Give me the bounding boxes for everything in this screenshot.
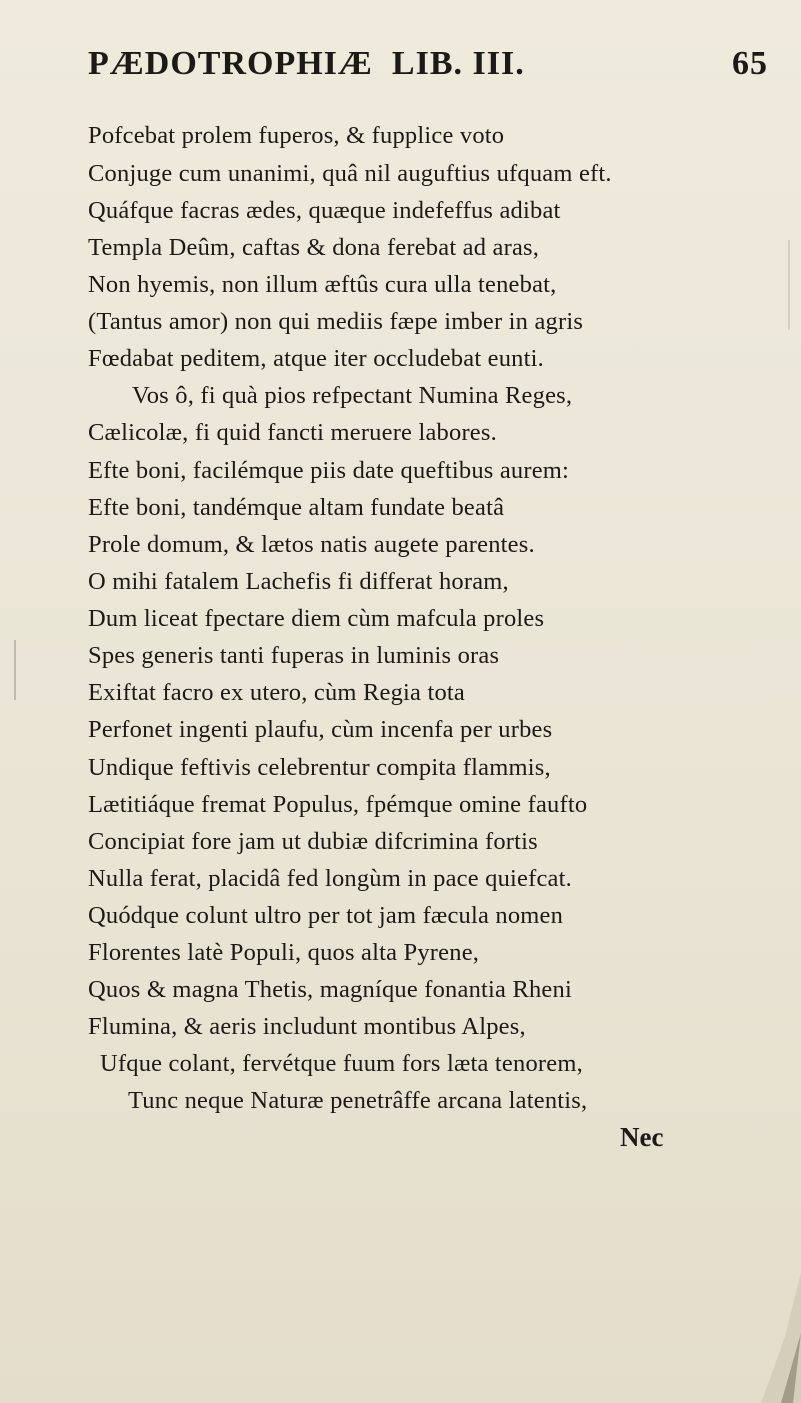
verse-line: Pofcebat prolem fuperos, & fupplice voto — [88, 122, 505, 149]
verse-line: Spes generis tanti fuperas in luminis oras — [88, 642, 500, 669]
page-corner-stain — [741, 1273, 801, 1403]
catchword: Nec — [620, 1122, 664, 1152]
margin-ink-mark — [14, 640, 16, 700]
verse-line: Dum liceat fpectare diem cùm mafcula proles — [88, 605, 545, 632]
verse-line: (Tantus amor) non qui mediis fæpe imber in agris — [88, 308, 584, 335]
verse-line: Nulla ferat, placidâ fed longùm in pace quiefcat. — [88, 865, 572, 892]
verse-line: Efte boni, facilémque piis date queftibus aurem: — [88, 457, 570, 484]
verse-line: Non hyemis, non illum æftûs cura ulla tenebat, — [88, 271, 557, 298]
verse-line: Florentes latè Populi, quos alta Pyrene, — [88, 939, 480, 966]
verse-line: Concipiat fore jam ut dubiæ difcrimina fortis — [88, 828, 538, 855]
verse-line: O mihi fatalem Lachefis fi differat horam, — [88, 568, 509, 595]
verse-line: Fœdabat peditem, atque iter occludebat eunti. — [88, 345, 544, 372]
margin-ink-mark — [788, 240, 790, 330]
verse-line: Tunc neque Naturæ penetrâffe arcana latentis, — [128, 1087, 588, 1114]
book-number: LIB. III. — [391, 45, 525, 82]
page-number: 65 — [732, 45, 768, 82]
verse-line: Lætitiáque fremat Populus, fpémque omine faufto — [88, 791, 588, 818]
verse-line: Templa Deûm, caftas & dona ferebat ad aras, — [88, 234, 540, 261]
verse-line: Quáfque facras ædes, quæque indefeffus adibat — [88, 197, 561, 224]
verse-line: Perfonet ingenti plaufu, cùm incenfa per urbes — [88, 716, 553, 743]
book-title: PÆDOTROPHIÆ — [88, 45, 373, 82]
verse-line: Quódque colunt ultro per tot jam fæcula nomen — [88, 902, 564, 929]
verse-line: Exiftat facro ex utero, cùm Regia tota — [88, 679, 465, 706]
verse-line: Prole domum, & lætos natis augete parentes. — [88, 531, 535, 558]
verse-line: Vos ô, fi quà pios refpectant Numina Reges, — [132, 382, 573, 409]
verse-line: Flumina, & aeris includunt montibus Alpes, — [88, 1013, 526, 1040]
verse-line: Quos & magna Thetis, magníque fonantia Rheni — [88, 976, 572, 1003]
verse-line: Efte boni, tandémque altam fundate beatâ — [88, 494, 505, 521]
verse-line: Conjuge cum unanimi, quâ nil auguftius ufquam eft. — [88, 160, 612, 187]
verse-line: Ufque colant, fervétque fuum fors læta tenorem, — [100, 1050, 583, 1077]
verse-line: Undique feftivis celebrentur compita flammis, — [88, 754, 551, 781]
verse-line: Cælicolæ, fi quid fancti meruere labores. — [88, 419, 497, 446]
